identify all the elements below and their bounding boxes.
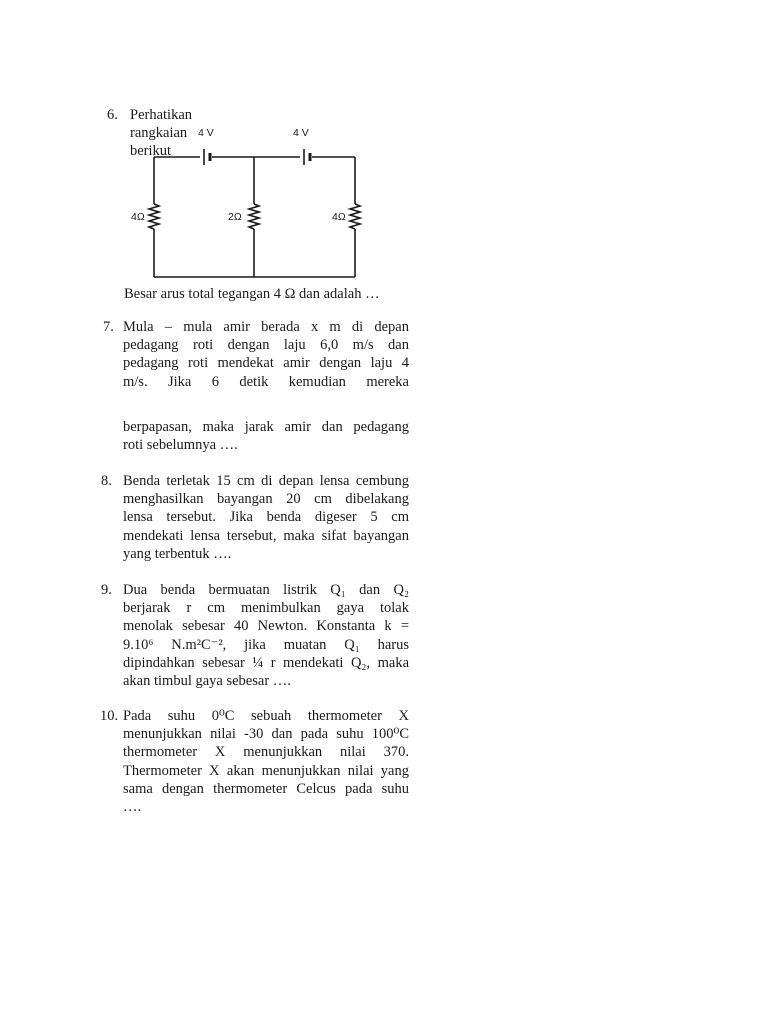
question-7-text — [123, 318, 409, 391]
question-line: m/s. Jika 6 detik kemudian mereka — [123, 373, 409, 390]
question-8-text — [123, 472, 409, 563]
resistor-middle-label: 2Ω — [228, 211, 242, 223]
question-line: Thermometer X akan menunjukkan nilai yang — [123, 762, 409, 779]
resistor-left-label: 4Ω — [131, 211, 145, 223]
question-line: lensa tersebut. Jika benda digeser 5 cm — [123, 509, 409, 526]
question-line: pedagang roti dengan laju 6,0 m/s dan — [123, 337, 409, 354]
resistor-left — [149, 204, 159, 229]
question-line: menunjukkan nilai -30 dan pada suhu 100⁰C — [123, 726, 409, 743]
question-6-prompt: Besar arus total tegangan 4 Ω dan adalah … — [124, 286, 380, 302]
resistor-right — [350, 204, 360, 229]
battery-2-label: 4 V — [293, 127, 309, 139]
question-line: menghasilkan bayangan 20 cm dibelakang — [123, 491, 409, 508]
question-line: thermometer X menunjukkan nilai 370. — [123, 744, 409, 761]
question-line: Benda terletak 15 cm di depan lensa cembung — [123, 473, 409, 489]
question-line: mendekati lensa tersebut, maka sifat bayangan — [123, 527, 409, 544]
question-line: 9.10⁶ N.m²C⁻², jika muatan Q₁ harus — [123, 636, 409, 653]
question-line: menolak sebesar 40 Newton. Konstanta k = — [123, 618, 409, 635]
question-10-text — [123, 707, 409, 816]
battery-1-label: 4 V — [198, 127, 214, 139]
question-line: dipindahkan sebesar ¼ r mendekati Q₂, maka — [123, 654, 409, 671]
resistor-right-label: 4Ω — [332, 211, 346, 223]
question-line: yang terbentuk …. — [123, 545, 232, 562]
question-7-number: 7. — [103, 319, 114, 335]
question-line: berpapasan, maka jarak amir dan pedagang — [123, 419, 409, 435]
question-line: Pada suhu 0⁰C sebuah thermometer X — [123, 708, 409, 724]
question-9-number: 9. — [101, 582, 112, 598]
question-line: pedagang roti mendekat amir dengan laju 4 — [123, 355, 409, 372]
question-7-text-continued — [123, 418, 409, 454]
question-text: Perhatikan rangkaian berikut — [130, 107, 193, 160]
resistor-middle — [249, 204, 259, 229]
question-line: …. — [123, 799, 142, 816]
question-line: berjarak r cm menimbulkan gaya tolak — [123, 600, 409, 617]
question-number: 6. — [107, 107, 118, 123]
question-10-number: 10. — [100, 708, 119, 724]
question-9-text — [123, 581, 409, 690]
question-line: Dua benda bermuatan listrik Q₁ dan Q₂ — [123, 582, 409, 598]
circuit-diagram — [120, 120, 370, 285]
question-line: roti sebelumnya …. — [123, 437, 238, 454]
question-8-number: 8. — [101, 473, 112, 489]
question-line: Mula – mula amir berada x m di depan — [123, 319, 409, 335]
question-line: sama dengan thermometer Celcus pada suhu — [123, 780, 409, 797]
question-line: akan timbul gaya sebesar …. — [123, 673, 291, 690]
